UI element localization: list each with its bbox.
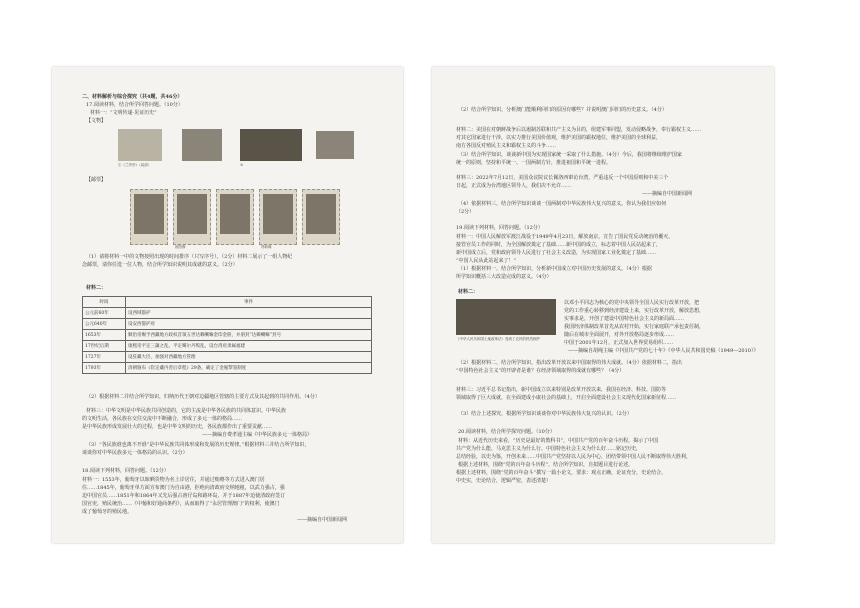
relic-image-bronze-ding xyxy=(182,129,222,161)
q19-material-3-line-a: 材料三：习近平总书记指出，新中国成立以来特别是改革开放以来，我国在经济、科技、国防等 xyxy=(456,387,667,393)
q19-material-2-line-6: 中国于2001年12月，正式加入世界贸易组织…… xyxy=(564,340,674,346)
q20-intro: 20.阅读材料，结合所学探究问题。（10分） xyxy=(458,429,555,435)
table-cell: 顺治帝赐予西藏地方政权首领五世达赖喇嘛金印金册，并册封“达赖喇嘛”封号 xyxy=(126,330,372,341)
table-row xyxy=(83,341,372,352)
q17-3-line-a: （3）“各民族谁也离不开谁”是中华民族共同体形成和发展的历史规律。”根据材料三并结合所学知识， xyxy=(86,442,310,448)
table-cell: 1727年 xyxy=(83,352,126,363)
q19-material-2-label: 材料二： xyxy=(458,289,479,295)
q19-1-line-b: 所学知识概括三大改造完成的意义。（4分） xyxy=(456,274,552,280)
q19-material-2-source: ——摘编自胡绳主编《中国共产党的七十年》《中华人民共和国史稿（1949—2010）》 xyxy=(568,348,759,354)
q19-material-1-line-c: 新中国成立后，党和政府领导人民进行了社会主义改造，为实现国家工业化奠定了基础…… xyxy=(456,250,657,256)
q18-3-line-a: （3）结合所学知识，谈谈新中国为实现国家统一采取了什么措施。（4分）今后，我国将继续维护国家 xyxy=(458,152,682,158)
table-cell: 17世纪后期 xyxy=(83,341,126,352)
material-2-label: 材料二： xyxy=(86,285,107,291)
q18-material-2-line-b: 对其它国家进行干涉，以实力推行美国价值观，维护美国的霸权地位，维护美国的全球利益， xyxy=(456,135,662,141)
q18-3-line-b: 统一的原则，坚持和平统一、一国两制方针，推进祖国和平统一进程。 xyxy=(456,160,612,166)
material-3-source: ——摘编自费孝通主编《中华民族多元一体格局》 xyxy=(202,432,313,438)
table-cell: 设驻藏大臣，加强对西藏地方管理 xyxy=(126,352,372,363)
q20-material-line-2: 共产党为什么能、马克思主义为什么行、中国特色社会主义为什么好……铭记历史， xyxy=(456,446,642,452)
q18-material-3-line-b: 日起，正式成为台湾地区领导人，我们决不允许…… xyxy=(456,183,572,189)
exam-page-left xyxy=(52,67,403,543)
q19-material-1-line-d: “中国人民从此站起来了！” xyxy=(456,258,517,264)
q19-2-line-b: “中国特色社会主义”的开辟者是谁？在经济领域取得的成就有哪些？（4分） xyxy=(456,368,625,374)
q19-material-1-line-b: 接管官员工作的同时，为全国解放奠定了基础……新中国的成立，标志着中国人民站起来了， xyxy=(456,242,662,248)
q18-material-2-line-c: 南方各国反对殖民主义和霸权主义的斗争…… xyxy=(456,143,557,149)
exam-page-right xyxy=(432,67,774,543)
table-row xyxy=(83,319,372,330)
material-3-line-b: 的文明生活，各民族在交往交流中不断融合，形成了多元一体的格局…… xyxy=(82,416,243,422)
stamp-caption-2: 欧阳修 xyxy=(175,245,186,249)
relic-image-painting xyxy=(240,129,302,161)
events-table xyxy=(82,296,372,374)
q20-material-line-1: 材料：从近代历史来看，“历史是最好的教科书”，中国共产党的百年奋斗历程，揭示了中国 xyxy=(458,438,659,444)
stamp-3 xyxy=(216,189,254,245)
table-cell: 公元640年 xyxy=(83,319,126,330)
q18-material-3-source: ——摘编自中国新闻网 xyxy=(642,191,693,197)
section-title: 二、材料解析与综合探究（共4题，共46分） xyxy=(82,94,183,100)
q18-material-1-source: ——摘编自中国新闻网 xyxy=(297,517,348,523)
table-row xyxy=(83,363,372,374)
table-cell: 1793年 xyxy=(83,363,126,374)
q19-material-2-line-3: 实事求是，开创了建设中国特色社会主义的新局面…… xyxy=(564,316,685,322)
q19-material-2-line-4: 我国经济体制改革首先从农村开始，实行家庭联产承包责任制， xyxy=(564,324,705,330)
q20-material-line-6: 中史实，史论结合，逻辑严密，表述清楚） xyxy=(456,478,552,484)
q18-material-2-line-a: 材料二：美国在对朝鲜战争后以遏制苏联和共产主义为目的，组建军事同盟，发动侵略战争，奉行霸权主义…… xyxy=(456,127,702,133)
material-1-label: 材料一：“文明传递·见证历史” xyxy=(90,110,157,116)
relics-label: 【文物】 xyxy=(86,118,107,124)
stamp-1 xyxy=(130,189,168,245)
q17-intro: 17.阅读材料，结合所学回答问题。（10分） xyxy=(86,102,183,108)
table-cell: 设西域都护 xyxy=(126,308,372,319)
table-cell: 康熙帝平定三藩之乱，平定噶尔丹叛乱，设台湾府隶属福建 xyxy=(126,341,372,352)
table-header-event: 事件 xyxy=(126,297,372,308)
table-cell: 清朝颁布《钦定藏内善后章程》29条，确定了金瓶掣签制度 xyxy=(126,363,372,374)
material-3-line-c: 是中华民族形成发展壮大的过程，也是中华文明的历史，各民族都作出了重要贡献…… xyxy=(82,424,273,430)
q18-material-1-line-4: 国官吏，殖民统治……《中葡和好通商条约》，从而取得了“永居管理澳门”的权利，使澳门 xyxy=(82,501,280,507)
q19-intro: 19.阅读下列材料，回答问题。（12分） xyxy=(456,225,543,231)
table-row xyxy=(83,308,372,319)
table-cell: 设安西都护府 xyxy=(126,319,372,330)
table-cell: 1653年 xyxy=(83,330,126,341)
q19-material-2-line-2: 党的工作重心转移到经济建设上来，实行改革开放，解放思想， xyxy=(564,308,705,314)
land-reform-photo-caption: 《中华人民共和国土地改革法》受到了农民的热烈拥护 xyxy=(456,337,540,341)
stamp-2 xyxy=(173,189,211,245)
q19-material-2-line-1: 以邓小平同志为核心的党中央领导全国人民实行改革开放，把 xyxy=(564,300,700,306)
q18-material-1-line-1: 材料一：1553年，葡萄牙以晾晒货物为名上岸居住，并通过贿赂等方式进入澳门居 xyxy=(82,477,265,483)
q18-material-1-line-5: 成了葡萄牙的殖民地。 xyxy=(82,509,133,515)
stamp-caption-4: 郑和像 xyxy=(261,245,272,249)
q18-intro: 18.阅读下列材料，回答问题。（12分） xyxy=(82,468,169,474)
table-row xyxy=(83,330,372,341)
relic-image-calligraphy xyxy=(118,129,162,161)
relic-caption-1: ①《兰亭序》（局部） xyxy=(118,163,152,167)
table-row xyxy=(83,352,372,363)
table-cell: 公元前60年 xyxy=(83,308,126,319)
q18-4-line-b: （2分） xyxy=(456,209,475,215)
q18-material-1-line-3: 迫中国官员……1851年和1864年又先后强占凼仔岛和路环岛，并于1887年迫使清政府签订 xyxy=(82,493,286,499)
q19-1-line-a: （1）根据材料一，结合所学知识，分析新中国成立对中国历史发展的意义。（4分）根据 xyxy=(458,266,652,272)
q17-3-line-b: 谈谈你对中华民族多元一体格局的认识。（2分） xyxy=(82,450,188,456)
q17-1-line-b: 念邮票，请你任选一位人物，结合所学知识说明其成就的意义。（2分） xyxy=(82,262,238,268)
q20-material-line-3: 总结经验，以史为鉴，开创未来……中国共产党坚持以人民为中心，团结带领中国人民不断取得伟大胜利， xyxy=(456,454,692,460)
q18-material-1-line-2: 住……1845年，葡萄牙单方面宣布澳门为自由港，拒绝向清政府交纳地租，以武力强占，强 xyxy=(82,485,285,491)
q18-4-line-a: （4）依据材料三，结合所学知识谈谈一国两制对中华民族伟大复兴的意义。你认为我们应如何 xyxy=(458,201,667,207)
table-header-time: 时间 xyxy=(83,297,126,308)
material-3-line-a: 材料三：中华文明是中华民族共同创造的，它的主流是中华各民族的共同体意识。中华民族 xyxy=(86,408,287,414)
q19-3: （3）结合上述探究，根据所学知识谈谈你对中华民族伟大复兴的认识。（2分） xyxy=(458,411,632,417)
relic-caption-3: ③ xyxy=(240,163,244,167)
q19-material-3-line-b: 领域取得了巨大成就，在全面建成小康社会的基础上，开启全面建设社会主义现代化国家新征程…… xyxy=(456,395,677,401)
relic-image-artifact xyxy=(316,131,354,159)
q18-material-3-line-a: 材料三：2022年7月12日，美国众议院议长佩洛西窜访台湾，严重违反一个中国原则和中美三个 xyxy=(456,175,669,181)
q17-2: （2）根据材料二并结合所学知识，归纳历代王朝对边疆地区管辖的主要方式及其起到的共同作用。（4分） xyxy=(86,394,320,400)
q19-material-1-line-a: 材料一：中国人民解放军渡江战役于1949年4月23日，解放南京，宣告了国民党反动统治的覆灭， xyxy=(456,234,674,240)
q20-material-line-4: 根据上述材料，围绕“党的百年奋斗历程”，结合所学知识，自拟题目进行论述。 xyxy=(458,462,634,468)
q20-material-line-5: 根据上述材料，围绕“党的百年奋斗”撰写一篇小论文，要求：观点正确，论证充分，史论结合。 xyxy=(456,470,667,476)
stamps-label: 【邮票】 xyxy=(86,177,107,183)
q17-1-line-a: （1）请将材料一中的文物按照出现的时间排序（只写序号）。（2分）材料二展示了一组人物纪 xyxy=(86,254,293,260)
q19-material-2-line-5: 随后在城市全面展开，对外开放格局逐步形成…… xyxy=(564,332,675,338)
land-reform-photo xyxy=(456,299,556,335)
stamp-4 xyxy=(259,189,297,245)
q19-2-line-a: （2）根据材料二，结合所学知识，指出改革开放以来中国取得的伟大成就。（4分）依据材料二，指出 xyxy=(458,360,682,366)
q18-2: （2）结合所学知识，分析澳门能顺利回归的原因有哪些？并说明澳门回归的历史意义。（4分） xyxy=(458,107,667,113)
stamp-5 xyxy=(302,189,340,245)
table-header-row xyxy=(83,297,372,308)
